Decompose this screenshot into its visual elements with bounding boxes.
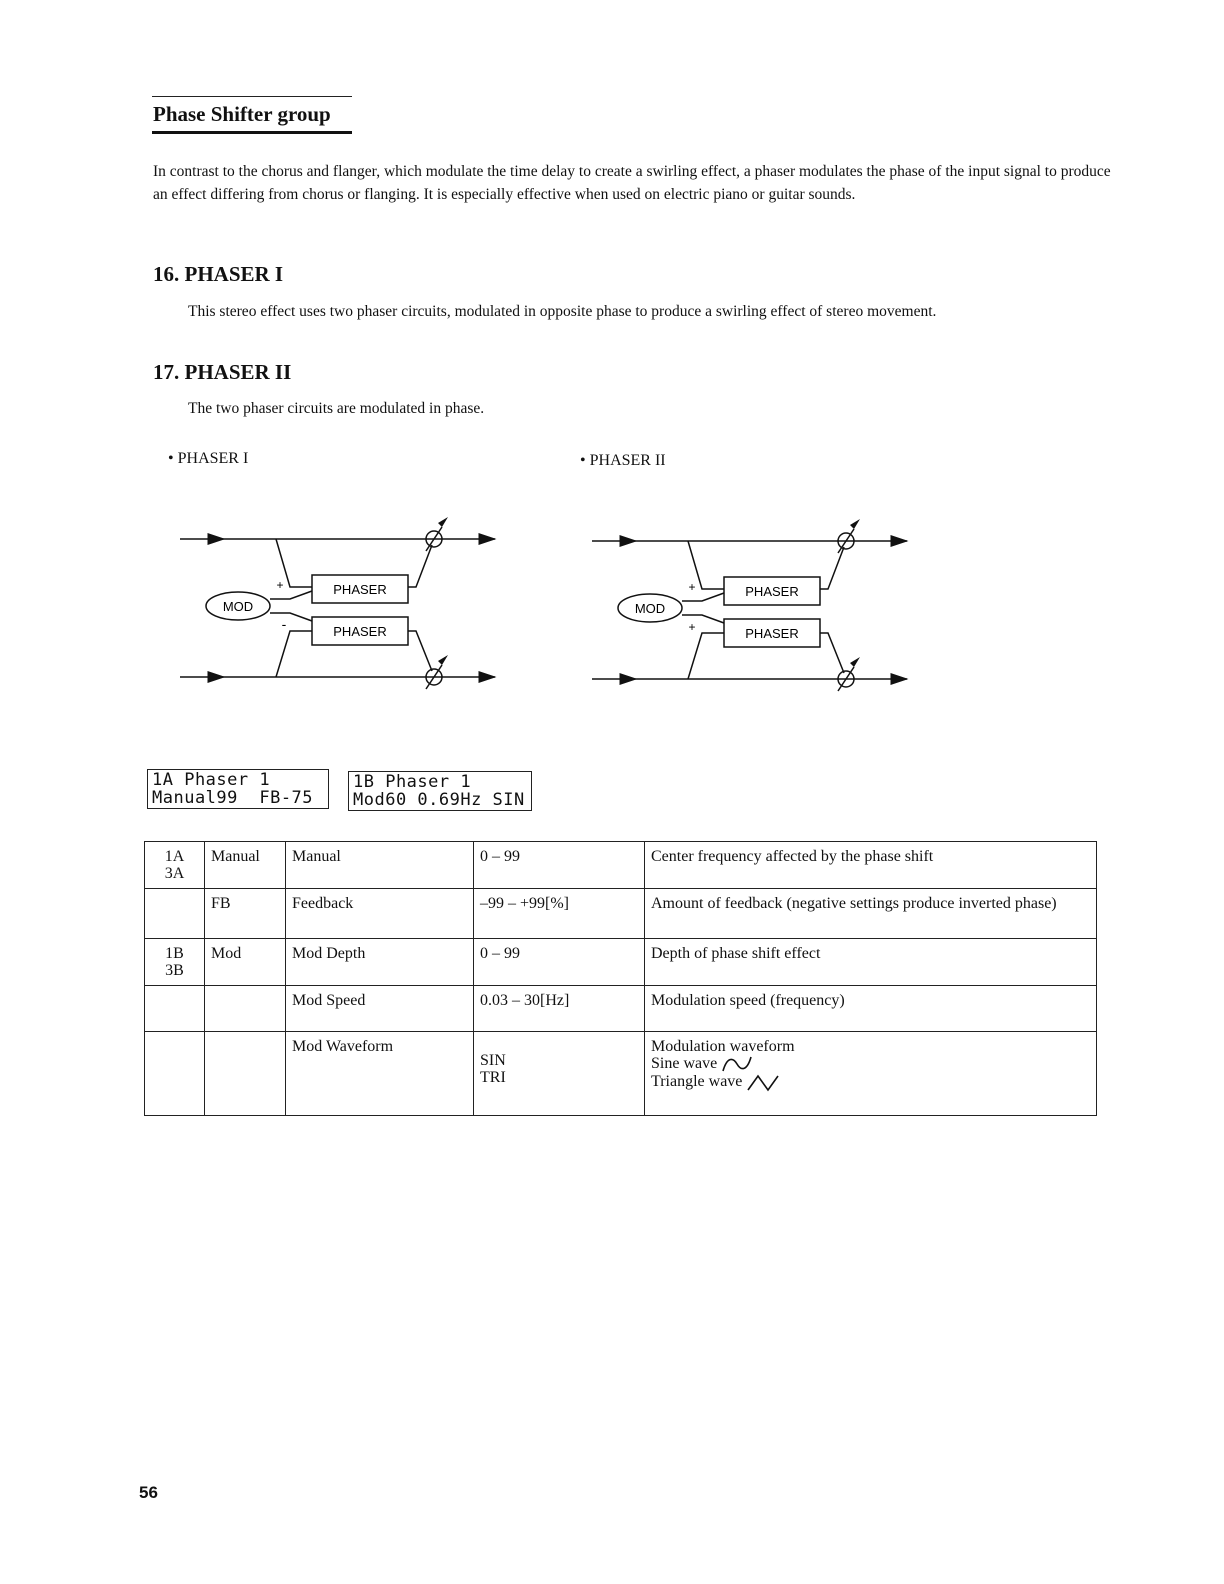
lcd-line-2: Mod60 0.69Hz SIN bbox=[353, 790, 525, 810]
section-text-phaser-2: The two phaser circuits are modulated in phase. bbox=[188, 400, 485, 417]
table-row bbox=[145, 1032, 1097, 1116]
range-cell: 0 – 99 bbox=[474, 842, 645, 889]
group-title-rule-top bbox=[152, 96, 352, 97]
phaser-block-top-label: PHASER bbox=[745, 584, 799, 599]
intro-paragraph: In contrast to the chorus and flanger, which modulate the time delay to create a swirling effect, a phaser modulates the phase of the input signal to produce an effect differing from chorus or flanging. It is especially effective when used on electric piano or guitar sounds. bbox=[153, 163, 1111, 203]
description-cell: Center frequency affected by the phase shift bbox=[645, 842, 1097, 889]
sign-top: + bbox=[688, 580, 696, 594]
lcd-line-2: Manual99 FB-75 bbox=[152, 788, 314, 808]
short-name-cell: FB bbox=[205, 889, 286, 939]
phaser-block-bottom-label: PHASER bbox=[333, 624, 387, 639]
table-row bbox=[145, 889, 1097, 939]
group-title: Phase Shifter group bbox=[153, 102, 331, 126]
page-cell: 1A 3A bbox=[145, 842, 205, 889]
range-cell bbox=[474, 1032, 645, 1116]
section-heading-phaser-1: 16. PHASER I bbox=[153, 262, 284, 286]
lcd-line-1: 1A Phaser 1 bbox=[152, 770, 271, 790]
param-name-cell: Mod Speed bbox=[286, 986, 474, 1032]
waveform-description: Modulation waveform bbox=[651, 1038, 795, 1055]
param-name-cell: Mod Waveform bbox=[286, 1032, 474, 1116]
phaser-block-bottom-label: PHASER bbox=[745, 626, 799, 641]
description-cell bbox=[645, 1032, 1097, 1116]
group-title-rule-bottom bbox=[152, 131, 352, 134]
page-cell bbox=[145, 986, 205, 1032]
param-name-cell: Feedback bbox=[286, 889, 474, 939]
table-row bbox=[145, 986, 1097, 1032]
range-option-sin: SIN bbox=[480, 1052, 506, 1069]
description-cell: Modulation speed (frequency) bbox=[645, 986, 1097, 1032]
sign-bottom: - bbox=[281, 616, 287, 632]
triangle-wave-row: Triangle wave bbox=[651, 1073, 1090, 1091]
diagram-label-phaser-1: • PHASER I bbox=[168, 450, 249, 467]
description-cell: Amount of feedback (negative settings produce inverted phase) bbox=[645, 889, 1097, 939]
description-cell: Depth of phase shift effect bbox=[645, 939, 1097, 986]
mod-label: MOD bbox=[634, 601, 666, 616]
range-cell: –99 – +99[%] bbox=[474, 889, 645, 939]
mod-label: MOD bbox=[222, 599, 254, 614]
table-row bbox=[145, 842, 1097, 889]
param-name-cell: Mod Depth bbox=[286, 939, 474, 986]
parameter-table bbox=[144, 841, 1097, 1116]
page-number: 56 bbox=[139, 1483, 158, 1502]
diagram-label-phaser-2: • PHASER II bbox=[580, 452, 666, 469]
section-text-phaser-1: This stereo effect uses two phaser circuits, modulated in opposite phase to produce a swirling effect of stereo movement. bbox=[188, 303, 937, 320]
param-name-cell: Manual bbox=[286, 842, 474, 889]
sine-wave-icon bbox=[721, 1055, 755, 1073]
page-cell bbox=[145, 1032, 205, 1116]
short-name-cell bbox=[205, 1032, 286, 1116]
range-cell: 0 – 99 bbox=[474, 939, 645, 986]
short-name-cell bbox=[205, 986, 286, 1032]
sign-bottom: + bbox=[688, 620, 696, 634]
short-name-cell: Manual bbox=[205, 842, 286, 889]
phaser-2-diagram bbox=[592, 507, 922, 722]
short-name-cell: Mod bbox=[205, 939, 286, 986]
page-cell: 1B 3B bbox=[145, 939, 205, 986]
triangle-wave-icon bbox=[746, 1074, 780, 1092]
lcd-display-1b bbox=[348, 771, 532, 811]
lcd-line-1: 1B Phaser 1 bbox=[353, 772, 472, 792]
sine-wave-row: Sine wave bbox=[651, 1055, 1090, 1073]
sign-top: + bbox=[276, 578, 284, 592]
phaser-block-top-label: PHASER bbox=[333, 582, 387, 597]
range-option-tri: TRI bbox=[480, 1069, 506, 1086]
page-cell bbox=[145, 889, 205, 939]
table-row bbox=[145, 939, 1097, 986]
lcd-display-1a bbox=[147, 769, 329, 809]
range-cell: 0.03 – 30[Hz] bbox=[474, 986, 645, 1032]
section-heading-phaser-2: 17. PHASER II bbox=[153, 360, 292, 384]
phaser-1-diagram bbox=[180, 505, 510, 720]
